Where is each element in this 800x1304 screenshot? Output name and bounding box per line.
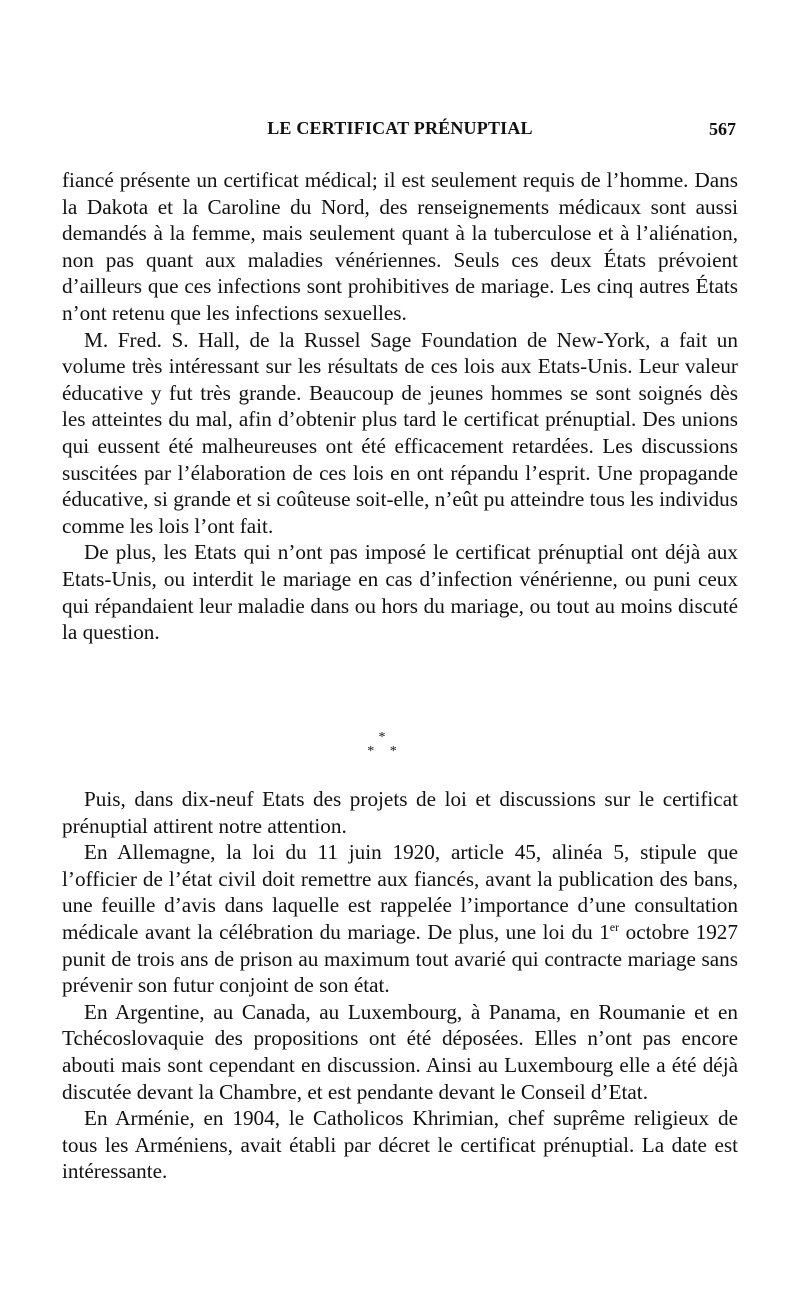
page-number: 567: [709, 119, 736, 139]
asterism-bottom: * *: [367, 744, 403, 759]
paragraph-argentine: En Argentine, au Canada, au Luxembourg, à Panama, en Roumanie et en Tchécoslovaquie des propositions ont été déposées. Elles n’ont pas encore abouti mais sont cependant en discussion. Ainsi au Luxembourg elle a été déjà discutée devant la Chambre, et est pendante devant le Conseil d’Etat.: [62, 999, 738, 1104]
running-title: LE CERTIFICAT PRÉNUPTIAL: [267, 118, 533, 138]
paragraph-allemagne: [62, 839, 738, 999]
paragraph-continuation: fiancé présente un certificat médical; il est seulement requis de l’homme. Dans la Dakota et la Caroline du Nord, des renseignements médicaux sont aussi demandés à la femme, mais seulement quant à la tuberculose et à l’aliénation, non pas quant aux maladies vénériennes. Seuls ces deux États prévoient d’ailleurs que ces infections sont prohibitives de mariage. Les cinq autres États n’ont retenu que les infections sexuelles.: [62, 168, 738, 325]
section-separator: [360, 732, 410, 772]
paragraph-puis: Puis, dans dix-neuf Etats des projets de loi et discussions sur le certificat prénuptial attirent notre attention.: [62, 787, 738, 838]
page-header: [62, 118, 738, 148]
allemagne-text-start: En Allemagne, la loi du 11 juin 1920, article 45, alinéa 5, stipule que l’officier de l’état civil doit remettre aux fiancés, avant la publication des bans, une feuille d’avis dans laquelle est rappelée l’importance d’une consultation médicale avant la célébration du mariage. De plus, une loi du 1: [62, 840, 738, 944]
asterism-top: *: [378, 730, 392, 745]
ordinal-superscript: er: [609, 919, 620, 934]
paragraph-armenie: En Arménie, en 1904, le Catholicos Khrimian, chef suprême religieux de tous les Arméniens, avait établi par décret le certificat prénuptial. La date est intéressante.: [62, 1106, 738, 1184]
text-block-top: [62, 167, 738, 646]
allemagne-text-end: octobre 1927 punit de trois ans de prison au maximum tout avarié qui contracte mariage sans prévenir son futur conjoint de son état.: [62, 919, 738, 998]
paragraph-de-plus: De plus, les Etats qui n’ont pas imposé le certificat prénuptial ont déjà aux Etats-Unis, ou interdit le mariage en cas d’infection vénérienne, ou puni ceux qui répandaient leur maladie dans ou hors du mariage, ou tout au moins discuté la question.: [62, 540, 738, 645]
text-block-bottom: [62, 786, 738, 1185]
paragraph-hall: M. Fred. S. Hall, de la Russel Sage Foundation de New-York, a fait un volume très intéressant sur les résultats de ces lois aux Etats-Unis. Leur valeur éducative y fut très grande. Beaucoup de jeunes hommes se sont soignés dès les atteintes du mal, afin d’obtenir plus tard le certificat prénuptial. Des unions qui eussent été malheureuses ont été efficacement retardées. Les discussions suscitées par l’élaboration de ces lois en ont répandu l’esprit. Une propagande éducative, si grande et si coûteuse soit-elle, n’eût pu atteindre tous les individus comme les lois l’ont fait.: [62, 327, 738, 538]
